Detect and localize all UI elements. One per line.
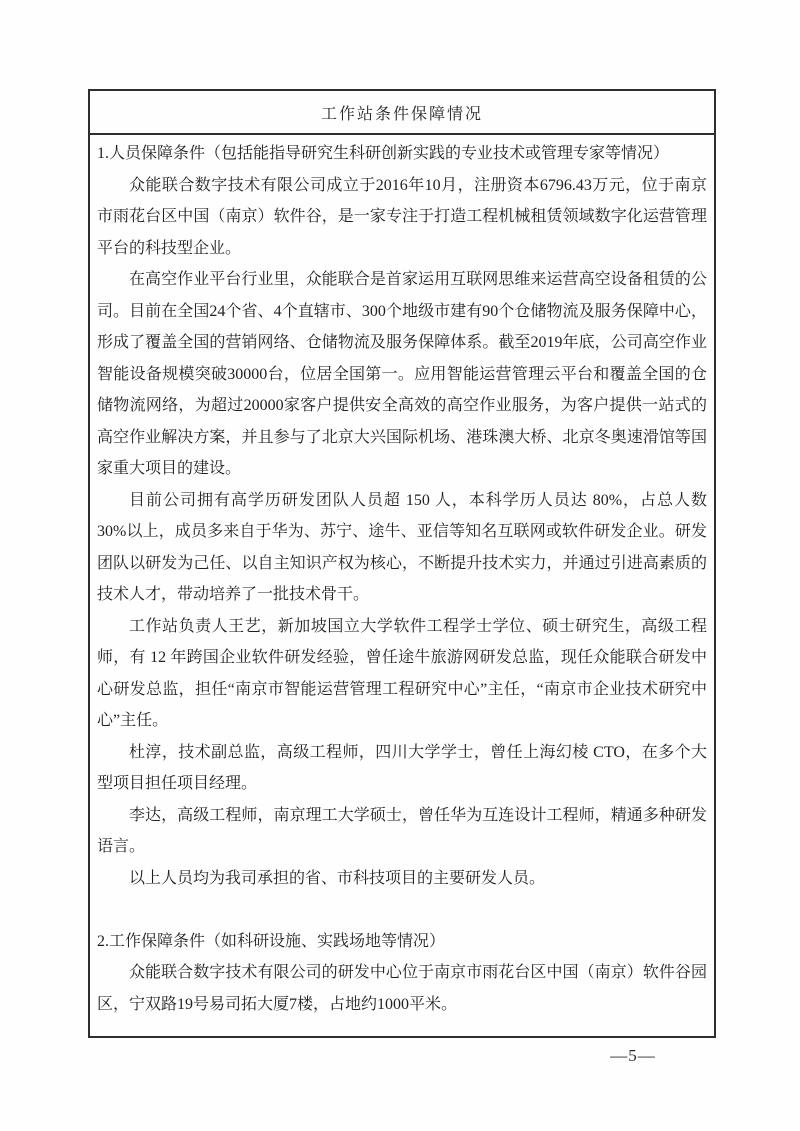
section-1-paragraph: 目前公司拥有高学历研发团队人员超 150 人，本科学历人员达 80%，占总人数 30%以上，成员多来自于华为、苏宁、途牛、亚信等知名互联网或软件研发企业。研发团队以研发为己任、以自主知识产权为核心，不断提升技术实力，并通过引进高素质的技术人才，带动培养了一批技术骨干。 — [97, 491, 707, 603]
table-header-row — [90, 91, 714, 135]
section-2-paragraph: 众能联合数字技术有限公司的研发中心位于南京市雨花台区中国（南京）软件谷园区，宁双路19号易司拓大厦7楼，占地约1000平米。 — [97, 964, 707, 1013]
section-1-paragraph: 工作站负责人王艺，新加坡国立大学软件工程学士学位、硕士研究生，高级工程师，有 12 年跨国企业软件研发经验，曾任途牛旅游网研发总监，现任众能联合研发中心研发总监，担任“南京市智能运营管理工程研究中心”主任，“南京市企业技术研究中心”主任。 — [97, 617, 707, 729]
table-title: 工作站条件保障情况 — [320, 105, 483, 123]
section-1-heading: 1.人员保障条件（包括能指导研究生科研创新实践的专业技术或管理专家等情况） — [97, 145, 670, 162]
section-2-heading: 2.工作保障条件（如科研设施、实践场地等情况） — [97, 932, 446, 950]
guarantee-conditions-table — [88, 89, 716, 1038]
section-work-guarantee — [97, 926, 707, 1021]
section-1-paragraph: 以上人员均为我司承担的省、市科技项目的主要研发人员。 — [129, 869, 546, 887]
page-number: —5— — [610, 1046, 656, 1065]
table-body-cell — [90, 135, 714, 1036]
section-1-paragraph: 在高空作业平台行业里，众能联合是首家运用互联网思维来运营高空设备租赁的公司。目前在全国24个省、4个直辖市、300个地级市建有90个仓储物流及服务保障中心，形成了覆盖全国的营销网络、仓储物流及服务保障体系。截至2019年底，公司高空作业智能设备规模突破30000台，位居全国第一。应用智能运营管理云平台和覆盖全国的仓储物流网络，为超过20000家客户提供安全高效的高空作业服务，为客户提供一站式的高空作业解决方案，并且参与了北京大兴国际机场、港珠澳大桥、北京冬奥速滑馆等国家重大项目的建设。 — [97, 271, 707, 477]
section-1-paragraph: 李达，高级工程师，南京理工大学硕士，曾任华为互连设计工程师，精通多种研发语言。 — [97, 806, 707, 855]
section-1-paragraph: 众能联合数字技术有限公司成立于2016年10月，注册资本6796.43万元，位于南京市雨花台区中国（南京）软件谷，是一家专注于打造工程机械租赁领域数字化运营管理平台的科技型企业。 — [97, 176, 707, 257]
section-1-paragraph: 杜淳，技术副总监，高级工程师，四川大学学士，曾任上海幻棱 CTO，在多个大型项目担任项目经理。 — [97, 743, 707, 792]
section-personnel-guarantee — [97, 138, 707, 894]
